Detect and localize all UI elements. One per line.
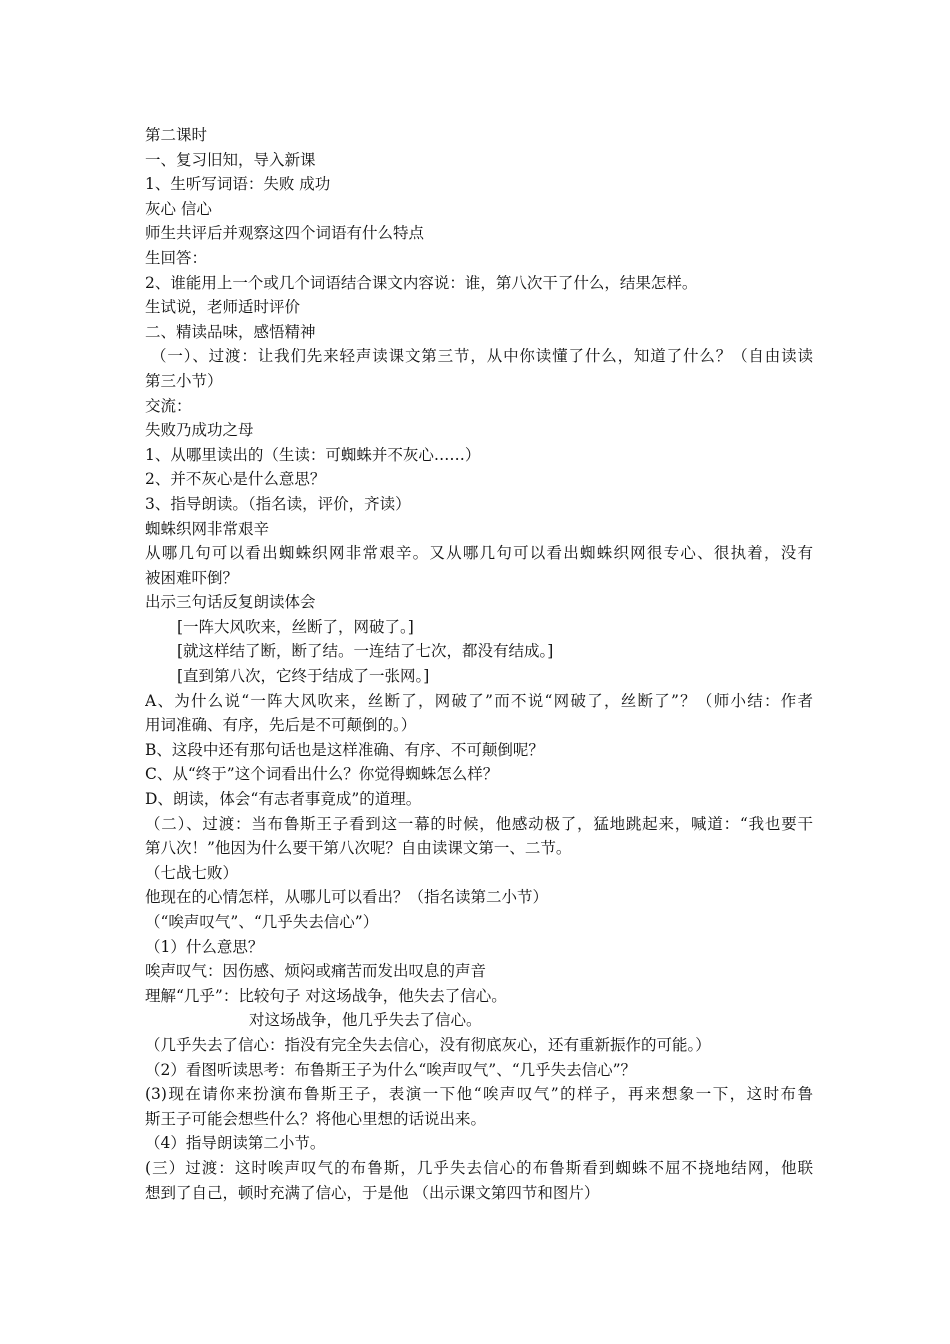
doc-line: 1、从哪里读出的（生读：可蜘蛛并不灰心……） <box>145 445 481 464</box>
doc-line: [一阵大风吹来，丝断了，网破了。] <box>177 617 414 636</box>
doc-line: 从哪几句可以看出蜘蛛织网非常艰辛。又从哪几句可以看出蜘蛛织网很专心、很执着，没有 <box>145 544 813 563</box>
doc-line: （“唉声叹气”、“几乎失去信心”） <box>145 913 379 931</box>
doc-line: 想到了自己，顿时充满了信心，于是他 （出示课文第四节和图片） <box>145 1183 600 1202</box>
doc-line: 交流： <box>145 396 192 415</box>
doc-line: （2）看图听读思考：布鲁斯王子为什么“唉声叹气”、“几乎失去信心”？ <box>145 1060 637 1079</box>
doc-line: 斯王子可能会想些什么？将他心里想的话说出来。 <box>145 1109 487 1128</box>
doc-line: 一、复习旧知，导入新课 <box>145 150 316 169</box>
doc-line: 蜘蛛织网非常艰辛 <box>145 519 270 538</box>
doc-line: （一）、过渡：让我们先来轻声读课文第三节，从中你读懂了什么，知道了什么？（自由读读 <box>151 347 813 366</box>
doc-line: 二、精读品味，感悟精神 <box>145 322 316 341</box>
doc-line: 第八次！”他因为什么要干第八次呢？自由读课文第一、二节。 <box>145 839 572 858</box>
doc-line: （七战七败） <box>145 863 239 882</box>
doc-line: 第三小节） <box>145 371 223 390</box>
doc-line: 1、生听写词语：失败 成功 <box>145 175 331 194</box>
doc-line: 第二课时 <box>145 126 208 144</box>
doc-line: 生回答： <box>145 248 208 267</box>
doc-line: （1）什么意思？ <box>145 937 264 956</box>
doc-line: 生试说，老师适时评价 <box>145 298 301 317</box>
lesson-plan-document <box>145 123 813 1205</box>
doc-line: (三）过渡：这时唉声叹气的布鲁斯，几乎失去信心的布鲁斯看到蜘蛛不屈不挠地结网，他联 <box>145 1158 813 1177</box>
doc-line: 师生共评后并观察这四个词语有什么特点 <box>145 224 425 243</box>
doc-line: B、这段中还有那句话也是这样准确、有序、不可颠倒呢？ <box>145 740 544 759</box>
doc-line: 他现在的心情怎样，从哪儿可以看出？（指名读第二小节） <box>145 888 549 907</box>
doc-line: (3)现在请你来扮演布鲁斯王子，表演一下他“唉声叹气”的样子，再来想象一下，这时布鲁 <box>145 1085 813 1104</box>
doc-line: [直到第八次，它终于结成了一张网。] <box>177 667 430 686</box>
doc-line: [就这样结了断，断了结。一连结了七次，都没有结成。] <box>177 642 554 661</box>
doc-line: （4）指导朗读第二小节。 <box>145 1134 326 1153</box>
doc-line: （几乎失去了信心：指没有完全失去信心，没有彻底灰心，还有重新振作的可能。） <box>145 1035 711 1054</box>
doc-line: 理解“几乎”：比较句子 对这场战争，他失去了信心。 <box>145 986 507 1005</box>
doc-line: A、为什么说“一阵大风吹来，丝断了，网破了”而不说“网破了，丝断了”？（师小结：作者 <box>145 691 813 710</box>
doc-line: D、朗读，体会“有志者事竟成”的道理。 <box>145 790 422 809</box>
doc-line: 出示三句话反复朗读体会 <box>145 593 316 612</box>
doc-line: 灰心 信心 <box>145 199 212 218</box>
doc-line: 失败乃成功之母 <box>145 421 254 440</box>
doc-line: （二）、过渡：当布鲁斯王子看到这一幕的时候，他感动极了，猛地跳起来，喊道：“我也要干 <box>145 814 813 833</box>
doc-line: 2、谁能用上一个或几个词语结合课文内容说：谁，第八次干了什么，结果怎样。 <box>145 273 698 292</box>
doc-line: 2、并不灰心是什么意思？ <box>145 470 326 489</box>
doc-line: 3、指导朗读。（指名读，评价，齐读） <box>145 494 411 513</box>
doc-line: 对这场战争，他几乎失去了信心。 <box>249 1011 482 1030</box>
doc-line: 用词准确、有序，先后是不可颠倒的。） <box>145 716 417 735</box>
doc-line: 唉声叹气：因伤感、烦闷或痛苦而发出叹息的声音 <box>145 962 487 981</box>
doc-line: C、从“终于”这个词看出什么？你觉得蜘蛛怎么样？ <box>145 765 499 784</box>
doc-line: 被困难吓倒？ <box>145 568 239 587</box>
